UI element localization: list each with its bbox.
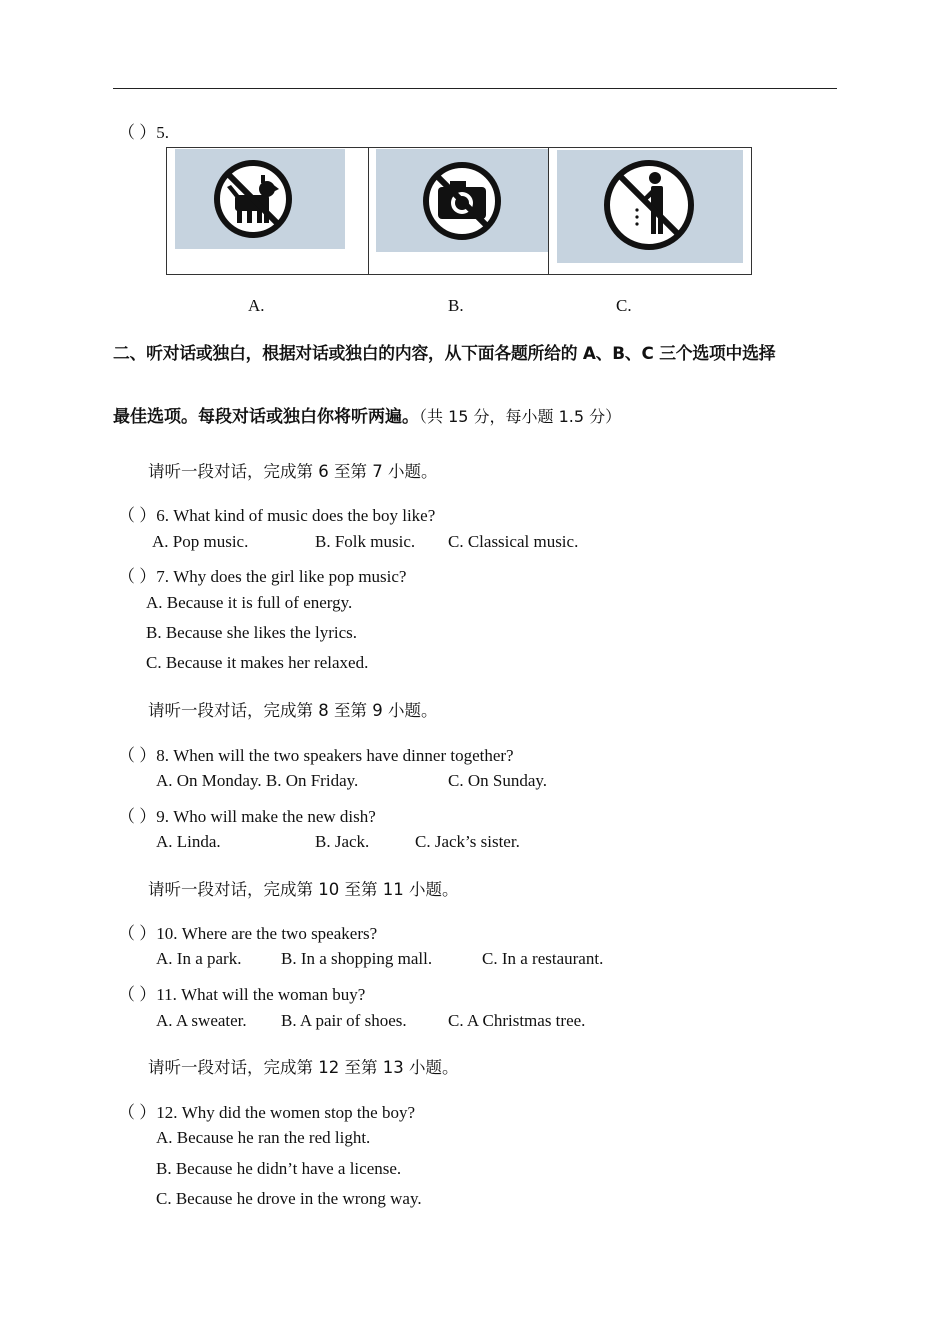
q8-option-ab: A. On Monday. B. On Friday. [156,771,359,790]
q10-stem: （ ）10. Where are the two speakers? [118,924,378,943]
section2-instruction: 最佳选项。每段对话或独白你将听两遍。 [113,407,419,427]
q6-option-c: C. Classical music. [448,532,579,551]
q8-stem: （ ）8. When will the two speakers have dinner together? [118,746,514,765]
q12-stem: （ ）12. Why did the women stop the boy? [118,1103,415,1122]
no-camera-icon [376,149,548,252]
q6-stem: （ ）6. What kind of music does the boy like? [118,506,436,525]
section2-title-line2 [113,402,621,427]
table-divider [548,148,549,274]
q11-option-a: A. A sweater. [156,1011,247,1030]
q5-stem: （ ）5. [118,123,169,142]
q5-option-b-label: B. [448,296,464,315]
q10-option-a: A. In a park. [156,949,242,968]
section2-score: （共 15 分，每小题 1.5 分） [419,407,622,426]
q9-option-a: A. Linda. [156,832,221,851]
q5-option-c-label: C. [616,296,632,315]
no-dogs-sign [175,149,345,249]
q7-option-c: C. Because it makes her relaxed. [146,653,369,672]
q9-option-c: C. Jack’s sister. [415,832,520,851]
q6-option-a: A. Pop music. [152,532,249,551]
section2-title-line1: 二、听对话或独白，根据对话或独白的内容，从下面各题所给的 A、B、C 三个选项中选择 [113,343,776,363]
q11-option-b: B. A pair of shoes. [281,1011,407,1030]
q12-option-a: A. Because he ran the red light. [156,1128,371,1147]
q9-option-b: B. Jack. [315,832,370,851]
no-littering-sign [557,150,743,263]
prompt-8-9: 请听一段对话，完成第 8 至第 9 小题。 [148,701,438,720]
prompt-12-13: 请听一段对话，完成第 12 至第 13 小题。 [148,1058,459,1077]
q5-option-a-label: A. [248,296,265,315]
prompt-10-11: 请听一段对话，完成第 10 至第 11 小题。 [148,880,459,899]
q5-image-table [166,147,752,275]
q10-option-c: C. In a restaurant. [482,949,604,968]
q12-option-b: B. Because he didn’t have a license. [156,1159,402,1178]
no-photos-sign [376,149,548,252]
table-divider [368,148,369,274]
no-dogs-icon [175,149,345,249]
header-rule [113,88,837,89]
q6-option-b: B. Folk music. [315,532,416,551]
q7-stem: （ ）7. Why does the girl like pop music? [118,567,407,586]
q12-option-c: C. Because he drove in the wrong way. [156,1189,422,1208]
q9-stem: （ ）9. Who will make the new dish? [118,807,376,826]
q7-option-b: B. Because she likes the lyrics. [146,623,358,642]
q8-option-c: C. On Sunday. [448,771,548,790]
q7-option-a: A. Because it is full of energy. [146,593,353,612]
prompt-6-7: 请听一段对话，完成第 6 至第 7 小题。 [148,462,438,481]
q10-option-b: B. In a shopping mall. [281,949,433,968]
q11-option-c: C. A Christmas tree. [448,1011,586,1030]
q11-stem: （ ）11. What will the woman buy? [118,985,366,1004]
no-littering-icon [557,150,743,263]
